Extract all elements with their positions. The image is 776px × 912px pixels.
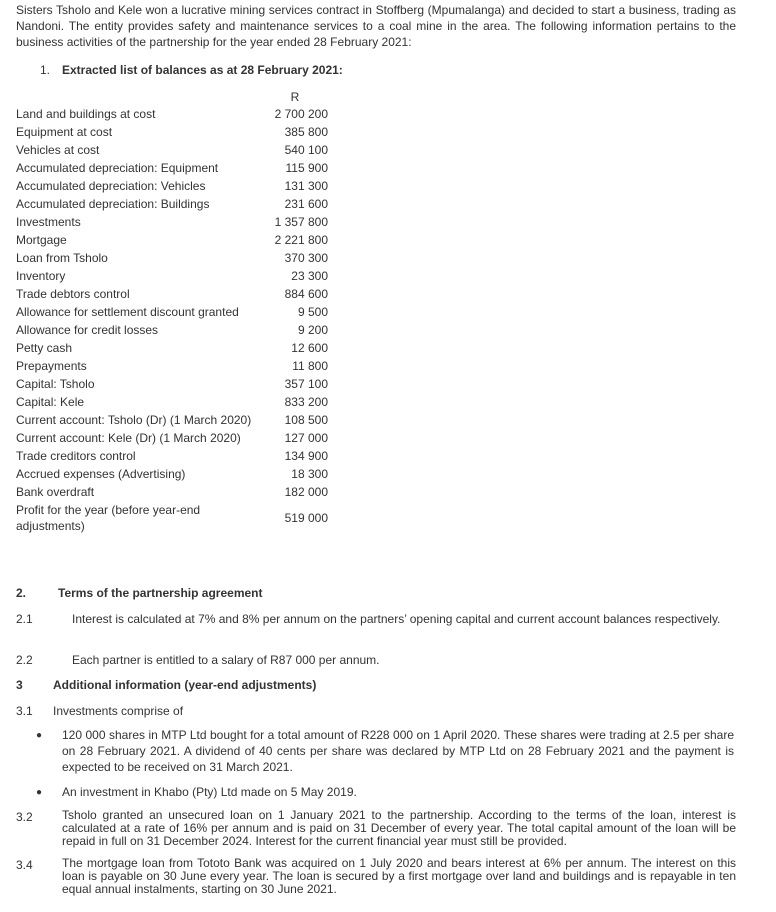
balance-amount: 115 900 [285,161,328,175]
bullet-icon: ● [36,730,43,741]
balance-amount: 231 600 [284,197,328,211]
balance-label: Equipment at cost [16,125,113,139]
balance-row [16,105,328,123]
item-3-1-text: Investments comprise of [53,704,184,718]
section-3-number: 3 [16,678,23,692]
balance-amount: 182 000 [284,485,328,499]
balance-row [16,303,328,321]
balance-label: Petty cash [16,341,73,355]
item-3-1-bullet-1-text: 120 000 shares in MTP Ltd bought for a total amount of R228 000 on 1 April 2020. These shares were trading at 2.5 per share on 28 February 2021. A dividend of 40 cents per share was declared by MTP Ltd on 28 February 2021 and the payment is expected to be received on 31 March 2021. [62,728,734,774]
balance-label: Mortgage [16,233,67,247]
term-2-2-number: 2.2 [16,653,33,667]
balance-amount: 357 100 [284,377,328,391]
balance-label: Allowance for credit losses [16,323,159,337]
section-1-heading [40,62,343,78]
balance-row [16,321,328,339]
balance-amount: 18 300 [291,467,328,481]
balance-label: Land and buildings at cost [16,107,156,121]
balance-amount: 12 600 [291,341,328,355]
balance-row [16,231,328,249]
balance-amount: 1 357 800 [274,215,328,229]
balance-amount: 127 000 [284,431,328,445]
term-2-2-text: Each partner is entitled to a salary of R87 000 per annum. [72,653,380,667]
balance-amount: 884 600 [284,287,328,301]
balance-row [16,123,328,141]
balance-row [16,483,328,501]
balance-row [16,429,328,447]
balance-row [16,465,328,483]
balance-amount: 23 300 [291,269,328,283]
item-3-4-number: 3.4 [16,858,33,872]
item-3-2-text: Tsholo granted an unsecured loan on 1 January 2021 to the partnership. According to the terms of the loan, interest is calculated at a rate of 16% per annum and is paid on 31 December of every year. The total capital amount of the loan will be repaid in full on 31 December 2024. Interest for the current financial year must still be provided. [62,808,736,848]
balance-amount: 131 300 [284,179,328,193]
balance-amount: 370 300 [284,251,328,265]
balance-row [16,267,328,285]
balance-label: Accumulated depreciation: Buildings [16,197,210,211]
balances-table-body [16,105,328,535]
item-3-1-number: 3.1 [16,704,33,718]
balance-row [16,411,328,429]
balance-label: Capital: Tsholo [16,377,95,391]
balance-row [16,213,328,231]
term-2-1-text: Interest is calculated at 7% and 8% per annum on the partners’ opening capital and current account balances respectively. [72,612,721,626]
balance-row [16,159,328,177]
balance-amount: 833 200 [284,395,328,409]
balance-row [16,375,328,393]
balance-amount: 108 500 [284,413,328,427]
item-3-4-text: The mortgage loan from Tototo Bank was acquired on 1 July 2020 and bears interest at 6% per annum. The interest on this loan is payable on 30 June every year. The loan is secured by a first mortgage over land and buildings and is repayable in ten equal annual instalments, starting on 30 June 2021. [62,856,736,896]
item-3-1-bullet-2-text: An investment in Khabo (Pty) Ltd made on 5 May 2019. [62,785,357,799]
balance-label: Accrued expenses (Advertising) [16,467,186,481]
balance-row [16,249,328,267]
balance-row [16,393,328,411]
balance-row [16,177,328,195]
balance-amount: 385 800 [284,125,328,139]
balance-label: Capital: Kele [16,395,85,409]
balance-label: Accumulated depreciation: Vehicles [16,179,206,193]
balance-label: Accumulated depreciation: Equipment [16,161,219,175]
balance-amount: 540 100 [284,143,328,157]
balance-label: Current account: Tsholo (Dr) (1 March 2020) [16,413,252,427]
balance-amount: 134 900 [284,449,328,463]
balance-amount: 2 221 800 [274,233,328,247]
balance-label: Investments [16,215,81,229]
balance-label: Trade creditors control [16,449,136,463]
section-2-title: Terms of the partnership agreement [58,586,263,600]
item-3-2-number: 3.2 [16,810,33,824]
balance-label: Inventory [16,269,66,283]
balance-row [16,501,328,535]
balance-label: Current account: Kele (Dr) (1 March 2020) [16,431,241,445]
balance-amount: 9 200 [297,323,328,337]
balance-row [16,285,328,303]
balance-amount: 9 500 [297,305,328,319]
balance-row [16,357,328,375]
balance-label: Vehicles at cost [16,143,100,157]
section-3-title: Additional information (year-end adjustments) [53,678,317,692]
balance-row [16,339,328,357]
balance-label: Loan from Tsholo [16,251,108,265]
balance-label: Bank overdraft [16,485,95,499]
balance-amount: 2 700 200 [274,107,328,121]
currency-header: R [290,90,300,104]
section-2-number: 2. [16,586,27,600]
section-1-number: 1. [40,63,51,77]
balance-amount: 519 000 [284,511,328,525]
balance-row [16,141,328,159]
bullet-icon: ● [36,787,43,798]
section-1-title: Extracted list of balances as at 28 February 2021: [62,63,343,77]
balance-label: Allowance for settlement discount granted [16,305,239,319]
intro-paragraph: Sisters Tsholo and Kele won a lucrative mining services contract in Stoffberg (Mpumalanga) and decided to start a business, trading as Nandoni. The entity provides safety and maintenance services to a coal mine in the area. The following information pertains to the business activities of the partnership for the year ended 28 February 2021: [16,3,736,49]
balances-table [16,105,328,535]
balance-label: Profit for the year (before year-end adjustments) [16,503,201,533]
balance-amount: 11 800 [292,359,328,373]
balance-row [16,195,328,213]
term-2-1-number: 2.1 [16,612,33,626]
balance-label: Prepayments [16,359,87,373]
balance-row [16,447,328,465]
balance-label: Trade debtors control [16,287,130,301]
